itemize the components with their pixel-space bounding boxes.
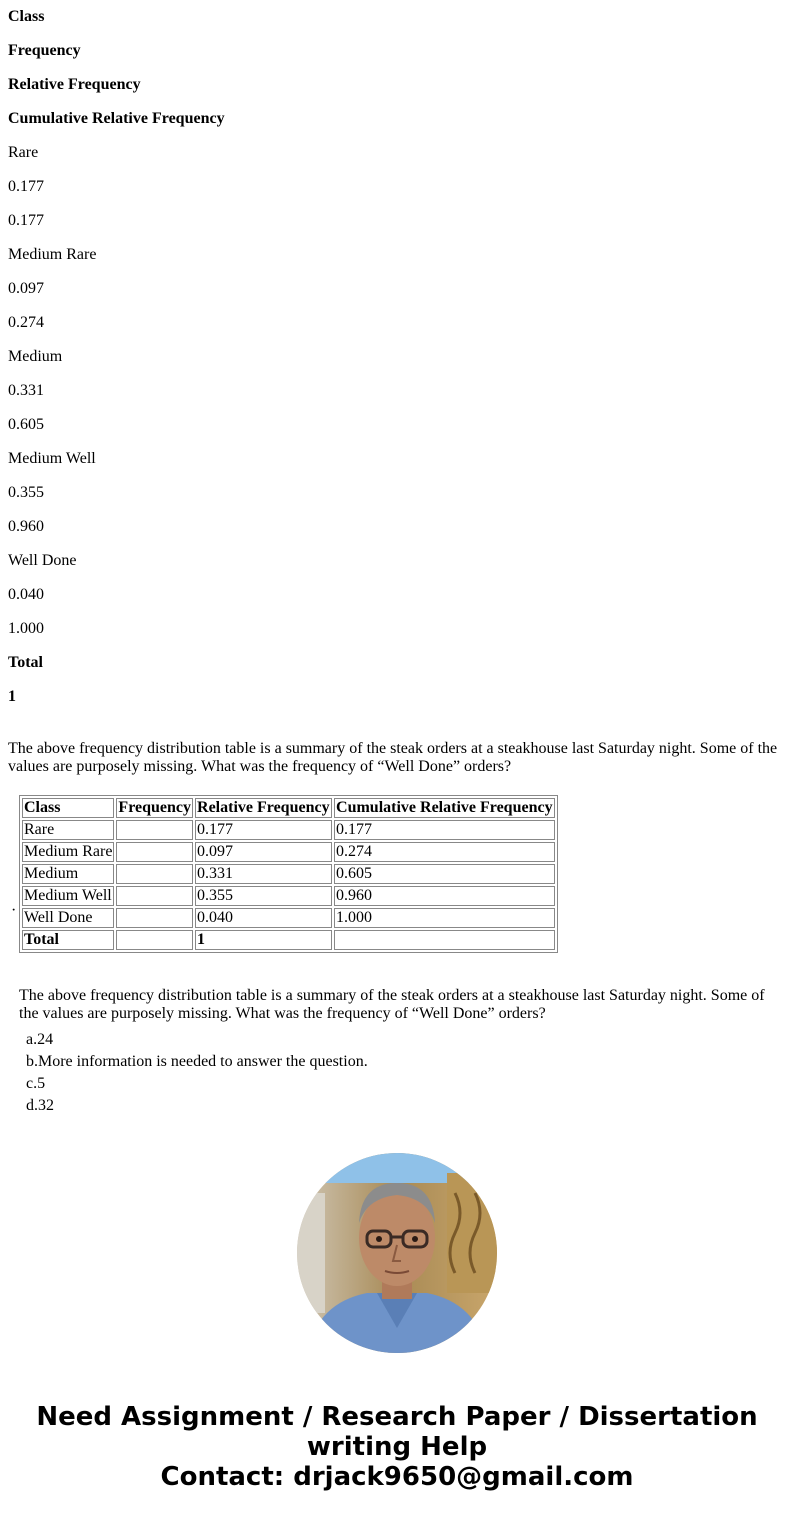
cell-cumulative: 0.960 — [334, 886, 555, 906]
answer-options — [26, 1029, 368, 1117]
cell-cumulative: 0.177 — [334, 820, 555, 840]
list-item: Rare — [8, 144, 39, 161]
list-item: Well Done — [8, 552, 77, 569]
option-d[interactable]: d.32 — [26, 1097, 54, 1114]
cell-relative-frequency: 0.331 — [195, 864, 332, 884]
header-relative-frequency: Relative Frequency — [195, 798, 332, 818]
contact-banner — [0, 1402, 794, 1492]
table-row — [22, 842, 555, 862]
table-row — [22, 820, 555, 840]
table-total-row — [22, 930, 555, 950]
option-a[interactable]: a.24 — [26, 1031, 54, 1048]
list-item: 0.097 — [8, 280, 44, 297]
list-item: 0.177 — [8, 212, 44, 229]
question-text-repeat: The above frequency distribution table is a summary of the steak orders at a steakhouse last Saturday night. Some of the values are purposely missing. What was the frequency of “Well Done” orders? — [19, 987, 765, 1022]
banner-line-1: Need Assignment / Research Paper / Dissertation — [36, 1402, 758, 1432]
list-item: Medium Well — [8, 450, 96, 467]
person-portrait-icon — [297, 1153, 497, 1353]
cell-class: Rare — [22, 820, 114, 840]
table-header-row — [22, 798, 555, 818]
cell-relative-frequency: 0.097 — [195, 842, 332, 862]
cell-relative-frequency: 0.177 — [195, 820, 332, 840]
total-relative-frequency: 1 — [195, 930, 332, 950]
cell-frequency — [116, 842, 193, 862]
header-frequency: Frequency — [118, 799, 192, 816]
cell-class: Medium Well — [22, 886, 114, 906]
list-item: 1.000 — [8, 620, 44, 637]
cell-class: Well Done — [22, 908, 114, 928]
list-item: Medium — [8, 348, 63, 365]
cell-frequency — [116, 864, 193, 884]
list-item: Cumulative Relative Frequency — [8, 110, 225, 127]
cell-frequency — [116, 908, 193, 928]
header-cumulative-relative-frequency: Cumulative Relative Frequency — [336, 799, 553, 816]
cell-class: Medium Rare — [24, 843, 113, 860]
header-class: Class — [22, 798, 114, 818]
list-item: 0.331 — [8, 382, 44, 399]
list-item: 0.355 — [8, 484, 44, 501]
list-item: 0.177 — [8, 178, 44, 195]
banner-line-3[interactable]: Contact: drjack9650@gmail.com — [160, 1462, 634, 1492]
list-item: Class — [8, 8, 45, 25]
cell-cumulative: 0.605 — [334, 864, 555, 884]
list-item: 0.960 — [8, 518, 44, 535]
option-b[interactable]: b.More information is needed to answer the question. — [26, 1053, 368, 1070]
list-item: 0.605 — [8, 416, 44, 433]
banner-line-2: writing Help — [306, 1432, 488, 1462]
total-label: Total — [22, 930, 114, 950]
option-c[interactable]: c.5 — [26, 1075, 46, 1092]
cell-frequency — [116, 820, 193, 840]
list-item: 0.040 — [8, 586, 44, 603]
list-item: 1 — [8, 688, 16, 705]
bullet-marker: · — [11, 902, 17, 919]
total-frequency — [116, 930, 193, 950]
cell-frequency — [116, 886, 193, 906]
list-item: 0.274 — [8, 314, 44, 331]
cell-cumulative: 0.274 — [334, 842, 555, 862]
cell-relative-frequency: 0.355 — [195, 886, 332, 906]
avatar — [297, 1153, 497, 1353]
list-item: Relative Frequency — [8, 76, 141, 93]
question-text: The above frequency distribution table is a summary of the steak orders at a steakhouse last Saturday night. Some of the values are purposely missing. What was the frequency of “Well Done” orders? — [8, 740, 778, 775]
cell-cumulative: 1.000 — [334, 908, 555, 928]
list-item: Frequency — [8, 42, 81, 59]
list-item: Total — [8, 654, 43, 671]
list-item: Medium Rare — [8, 246, 97, 263]
table-row — [22, 886, 555, 906]
cell-class: Medium — [22, 864, 114, 884]
total-cumulative — [334, 930, 555, 950]
table-row — [22, 908, 555, 928]
table-row — [22, 864, 555, 884]
cell-relative-frequency: 0.040 — [195, 908, 332, 928]
frequency-table — [19, 795, 558, 953]
